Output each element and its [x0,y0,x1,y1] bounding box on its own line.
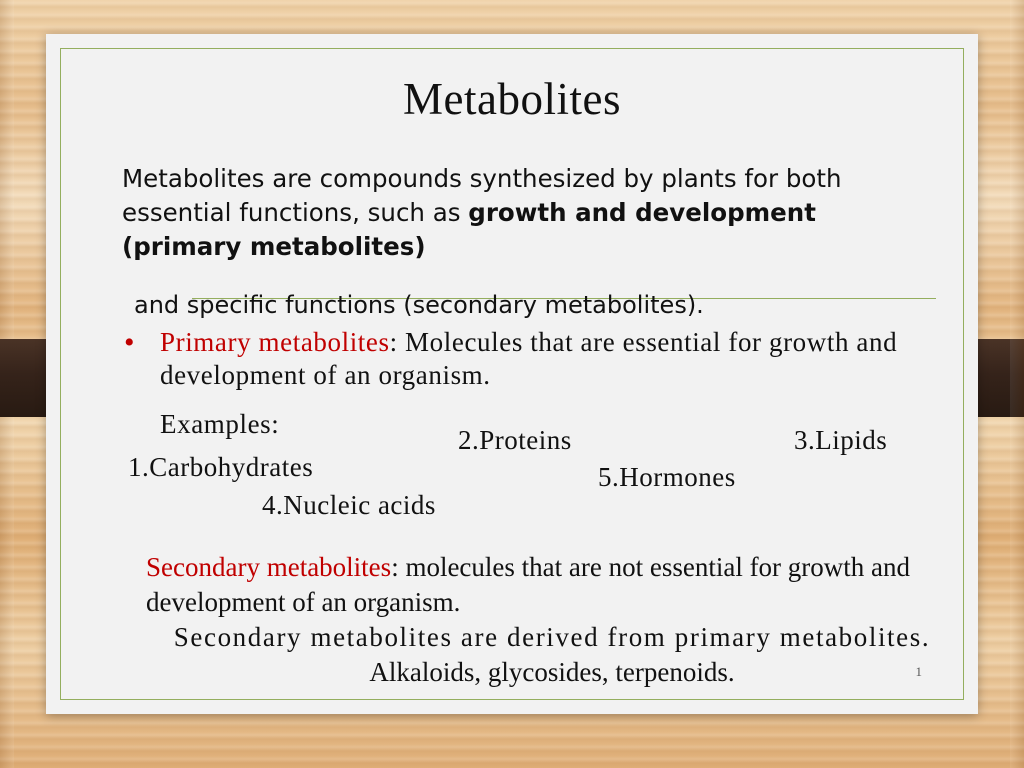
secondary-metabolites-lead [146,550,958,620]
example-item-nucleic-acids: 4.Nucleic acids [262,490,436,520]
secondary-metabolites-paragraph [146,550,958,690]
intro-bold-primary: (primary metabolites) [122,231,426,261]
bullet-dot-icon: • [124,326,135,359]
page-title: Metabolites [403,74,621,124]
example-item-carbohydrates: 1.Carbohydrates [128,452,314,482]
example-item-proteins: 2.Proteins [458,425,572,455]
intro-text-part1: Metabolites are compounds synthesized by plants for both essential functions, such as [122,164,842,227]
secondary-metabolites-text-1: : molecules that are not essential for growth and development of an organism. [146,552,911,618]
intro-paragraph [122,162,952,263]
examples-label: Examples: [160,409,280,439]
slide-content [46,34,978,714]
secondary-metabolites-label: Secondary metabolites [146,552,392,582]
example-item-hormones: 5.Hormones [598,462,736,492]
primary-metabolites-label: Primary metabolites [160,327,390,357]
intro-tail-text: and specific functions (secondary metabolites). [134,291,704,319]
primary-metabolites-text: : Molecules that are essential for growth and development of an organism. [160,327,898,390]
primary-metabolites-bullet [124,326,1004,392]
intro-bold-growth: growth and development [468,197,816,227]
secondary-metabolites-text-3: Alkaloids, glycosides, terpenoids. [369,657,735,688]
example-item-lipids: 3.Lipids [794,425,888,455]
primary-metabolites-line [160,326,1004,392]
page-number: 1 [915,664,922,679]
secondary-metabolites-text-2: Secondary metabolites are derived from primary metabolites. [173,622,931,653]
presentation-slide [46,34,978,714]
